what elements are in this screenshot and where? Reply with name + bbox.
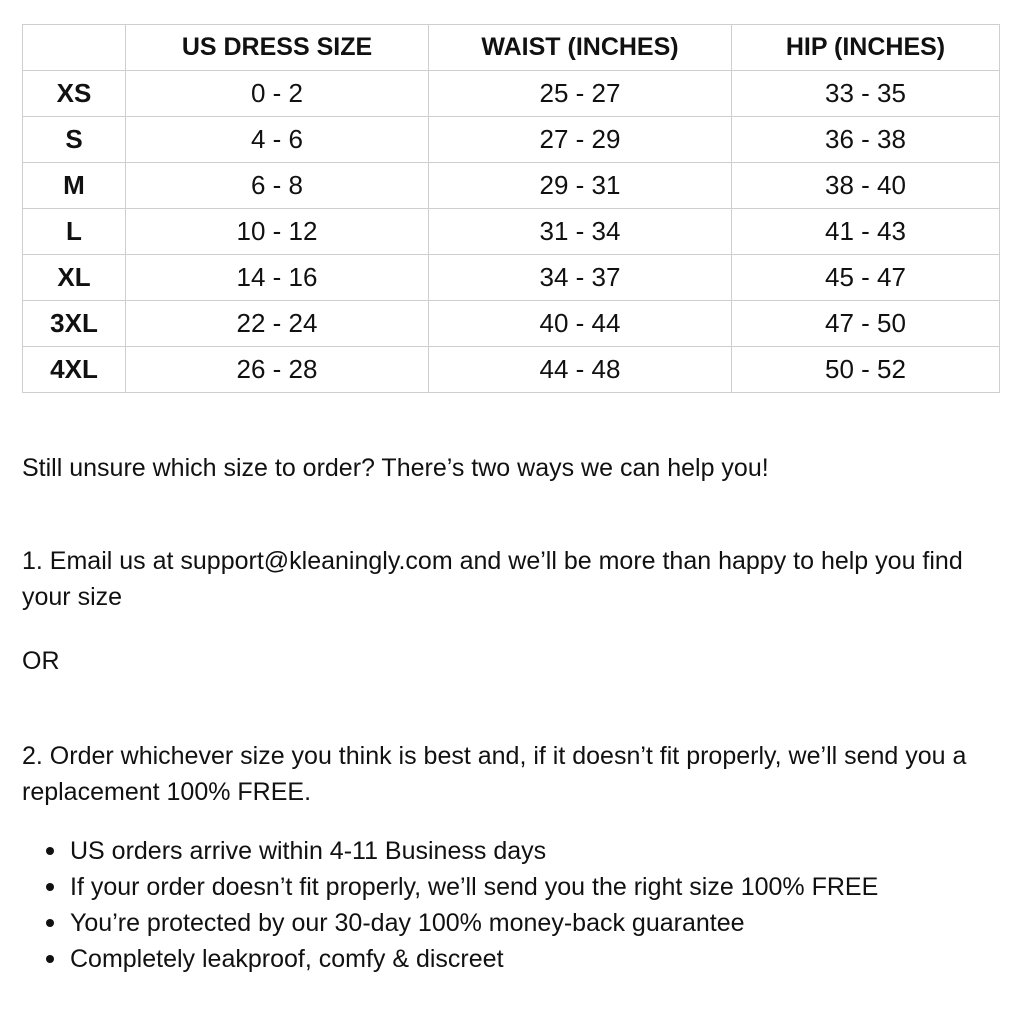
waist-cell: 44 - 48 [429,347,732,393]
dress-size-cell: 0 - 2 [126,71,429,117]
help-or-text: OR [22,647,60,675]
waist-cell: 25 - 27 [429,71,732,117]
dress-size-cell: 10 - 12 [126,209,429,255]
list-item: You’re protected by our 30-day 100% money-back guarantee [70,905,878,941]
waist-cell: 27 - 29 [429,117,732,163]
list-item: Completely leakproof, comfy & discreet [70,941,878,977]
help-option-email: 1. Email us at support@kleaningly.com and we’ll be more than happy to help you find your size [22,547,963,611]
list-item: US orders arrive within 4-11 Business days [70,833,878,869]
hip-cell: 38 - 40 [732,163,1000,209]
help-option-replacement: 2. Order whichever size you think is best and, if it doesn’t fit properly, we’ll send you a replacement 100% FREE. [22,742,967,806]
hip-cell: 47 - 50 [732,301,1000,347]
dress-size-cell: 14 - 16 [126,255,429,301]
table-row [23,301,1000,347]
header-us-dress-size: US DRESS SIZE [126,25,429,71]
hip-cell: 41 - 43 [732,209,1000,255]
hip-cell: 45 - 47 [732,255,1000,301]
hip-cell: 33 - 35 [732,71,1000,117]
table-row [23,71,1000,117]
size-label: M [23,163,126,209]
table-row [23,117,1000,163]
dress-size-cell: 4 - 6 [126,117,429,163]
waist-cell: 34 - 37 [429,255,732,301]
table-header-row [23,25,1000,71]
size-label: XL [23,255,126,301]
help-intro-text: Still unsure which size to order? There’s two ways we can help you! [22,454,769,482]
header-hip: HIP (INCHES) [732,25,1000,71]
waist-cell: 40 - 44 [429,301,732,347]
size-label: S [23,117,126,163]
dress-size-cell: 22 - 24 [126,301,429,347]
size-chart-table [22,24,1000,393]
header-size [23,25,126,71]
benefits-list [22,833,878,977]
waist-cell: 31 - 34 [429,209,732,255]
size-label: 3XL [23,301,126,347]
table-row [23,255,1000,301]
hip-cell: 50 - 52 [732,347,1000,393]
size-label: 4XL [23,347,126,393]
table-row [23,209,1000,255]
table-row [23,163,1000,209]
hip-cell: 36 - 38 [732,117,1000,163]
dress-size-cell: 26 - 28 [126,347,429,393]
size-label: XS [23,71,126,117]
size-label: L [23,209,126,255]
list-item: If your order doesn’t fit properly, we’ll send you the right size 100% FREE [70,869,878,905]
waist-cell: 29 - 31 [429,163,732,209]
dress-size-cell: 6 - 8 [126,163,429,209]
table-row [23,347,1000,393]
header-waist: WAIST (INCHES) [429,25,732,71]
